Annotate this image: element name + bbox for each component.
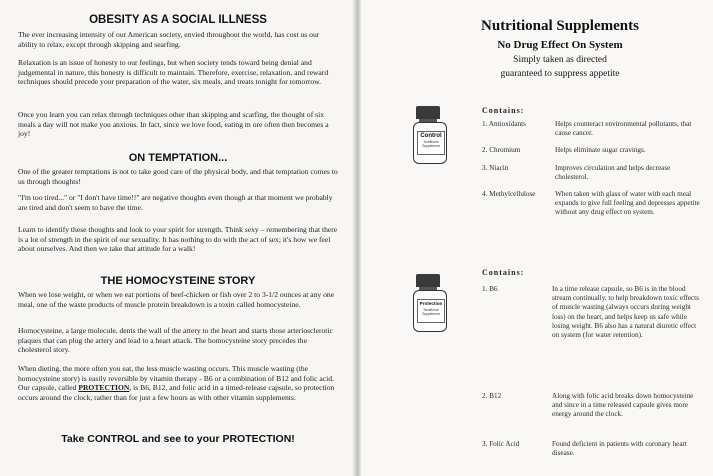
supplement-desc: Improves circulation and helps decrease cholesterol. — [555, 164, 671, 182]
supplement-desc: Helps counteract environmental pollutants, that cause cancer. — [555, 120, 692, 138]
supplement-name: 2. Chromium — [482, 146, 521, 154]
paragraph-weight-loss: When we lose weight, or when we eat portions of beef-chicken or fish over 2 to 3-1/2 ounces at any one meal, one of the waste products of muscle protein breakdown is a toxin called homocysteine. — [18, 290, 335, 309]
supplement-desc: Helps eliminate sugar cravings. — [555, 146, 646, 154]
bottle-sub1: Nutritional — [423, 308, 439, 312]
footer-tagline: Take CONTROL and see to your PROTECTION! — [61, 433, 295, 445]
supplement-name: 3. Niacin — [482, 164, 509, 172]
control-bottle-image — [413, 106, 447, 164]
heading-homocysteine: THE HOMOCYSTEINE STORY — [100, 275, 256, 287]
bottle-body — [413, 290, 447, 332]
paragraph-dieting — [18, 364, 338, 402]
heading-obesity: OBESITY AS A SOCIAL ILLNESS — [89, 14, 267, 26]
paragraph-molecule: Homocysteine, a large molecule, dents the wall of the artery to the heart and starts those arteriosclerotic plaques that can plug the artery and lead to a heart attack. The homocysteine story precedes the cholesterol story. — [18, 326, 333, 355]
tagline-line2: guaranteed to suppress appetite — [500, 69, 620, 79]
supplement-desc: Found deficient in patients with coronary heart disease. — [552, 440, 687, 458]
bottle-label — [417, 299, 445, 323]
contains-label-2: Contains: — [482, 268, 525, 277]
dieting-text-b: , is B6, B12, and folic acid in a timed-release capsule, so protection occurs around the clock, rather than for just a few hours as with other vitamin supplements. — [18, 383, 335, 402]
page-title: Nutritional Supplements — [481, 18, 639, 34]
supplement-desc: Along with folic acid breaks down homocysteine and since in a time released capsule gives more energy around the clock. — [552, 392, 694, 419]
bottle-sub1: Nutritional — [423, 140, 439, 144]
bottle-label — [417, 131, 445, 155]
bottle-sub2: Supplement — [422, 144, 440, 148]
heading-temptation: ON TEMPTATION... — [128, 152, 228, 164]
protection-link: PROTECTION — [78, 383, 130, 393]
protection-bottle-image — [413, 274, 447, 332]
paragraph-intro: The ever increasing intensity of our American society, envied throughout the world, has cost us our ability to relax, except through skipping and searfing. — [18, 30, 320, 49]
bottle-brand: Protection — [419, 301, 443, 306]
supplement-name: 2. B12 — [482, 392, 502, 400]
supplement-name: 1. B6 — [482, 285, 498, 293]
paragraph-techniques: Once you learn you can relax through techniques other than skipping and scarfing, the thought of six meals a day will not make you anxious. In fact, since we love food, eating m ore often then becomes a joy! — [18, 110, 329, 139]
bottle-cap — [416, 274, 440, 287]
tagline-line1: Simply taken as directed — [513, 55, 607, 65]
bottle-cap — [416, 106, 440, 119]
left-page — [0, 0, 356, 476]
supplement-name: 1. Antioxidants — [482, 120, 526, 128]
supplement-name: 3. Folic Acid — [482, 440, 520, 448]
contains-label-1: Contains: — [482, 106, 525, 115]
paragraph-spirit: Learn to identify these thoughts and look to your spirit for strength. Think sexy – remembering that there is a lot of strength in the spirit of our sexuality. It has nothing to do with the act of sex; it's how we feel about ourselves. And then we take that attitude for a walk! — [18, 225, 338, 254]
paragraph-negative-thoughts: "I'm too tired..." or "I don't have time!!" are negative thoughts even though at that moment we probably are tired and don't seem to have the time. — [18, 193, 333, 212]
supplement-desc: When taken with glass of water with each meal expands to give full feeling and depresses appetite without any drug effect on system. — [555, 190, 700, 217]
supplement-name: 4. Methylcellulose — [482, 190, 536, 198]
bottle-sub2: Supplement — [422, 312, 440, 316]
dieting-text-a: When dieting, the more often you eat, the less muscle wasting occurs. This muscle wasting (the homocysteine story) is easily reversible by vitamin therapy - B6 or a combination of B12 and folic acid. Our capsule, called — [18, 364, 334, 393]
supplement-desc: In a time release capsule, so B6 is in the blood stream continually, to help breakdown toxic effects of muscle wasting (always occurs during weight loss) on the heart, and helps keep us safe while losing weight. B6 also has a natural diuretic effect on system (for water retention). — [552, 285, 699, 340]
paragraph-temptation: One of the greater temptations is not to take good care of the physical body, and that temptation comes to us through thoughts! — [18, 167, 338, 186]
bottle-body — [413, 122, 447, 164]
bottle-brand: Control — [420, 133, 442, 139]
paragraph-relaxation: Relaxation is an issue of honesty to our feelings, but when society tends toward being denial and judgemental in nature, this honesty is difficult to maintain. Therefore, exercise, relaxation, and reward techniques should precede your preparation of the water, six meals, and treats tonight for tomorrow. — [18, 58, 329, 87]
page-subtitle: No Drug Effect On System — [497, 39, 623, 51]
book-gutter — [352, 0, 362, 476]
